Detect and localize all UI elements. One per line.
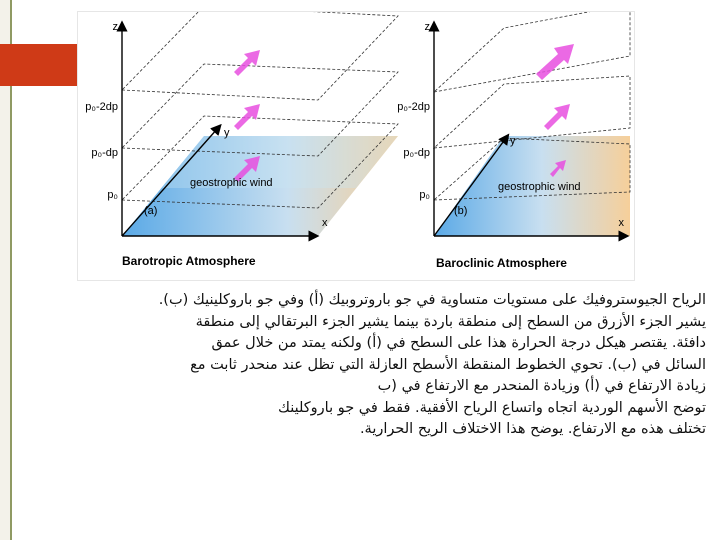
panel-b-x-label: x — [618, 217, 624, 229]
panel-b-level-low: p₀ — [419, 189, 430, 201]
panel-b-y-label: y — [510, 135, 516, 147]
atmosphere-diagram — [78, 12, 634, 280]
text-line-3: دافئة. يقتصر هيكل درجة الحرارة هذا على السطح في (أ) ولكنه يمتد من خلال عمق — [211, 335, 706, 351]
panel-b-level-top: p₀-2dp — [397, 101, 430, 113]
panel-a-y-label: y — [224, 127, 230, 139]
panel-b-z-label: z — [424, 21, 430, 33]
panel-a-caption: Barotropic Atmosphere — [122, 254, 256, 268]
text-line-2: يشير الجزء الأزرق من السطح إلى منطقة باردة بينما يشير الجزء البرتقالي إلى منطقة — [195, 313, 706, 330]
panel-b-letter: (b) — [454, 205, 468, 217]
panel-a-level-top: p₀-2dp — [85, 101, 118, 113]
panel-a-level-mid: p₀-dp — [91, 147, 118, 159]
red-accent-tab — [0, 44, 84, 86]
panel-a-arrow-top — [234, 50, 260, 76]
panel-b-arrow-top — [536, 44, 574, 80]
text-line-5: زيادة الارتفاع في (أ) وزيادة المنحدر مع الارتفاع في (ب — [377, 378, 706, 394]
panel-b-wind-label: geostrophic wind — [498, 181, 581, 193]
panel-a-letter: (a) — [144, 205, 158, 217]
panel-b-arrow-mid — [544, 104, 570, 130]
panel-b-level-mid: p₀-dp — [403, 147, 430, 159]
panel-a-plane-top — [122, 12, 398, 100]
panel-a — [85, 12, 398, 268]
text-line-4: السائل في (ب). تحوي الخطوط المنقطة الأسطح العازلة التي تظل عند منحدر ثابت مع — [190, 356, 706, 373]
panel-b-plane-top — [434, 12, 630, 92]
panel-b — [397, 12, 630, 270]
panel-a-wind-label: geostrophic wind — [190, 177, 273, 189]
atmosphere-figure — [78, 12, 634, 280]
arabic-description — [28, 290, 706, 441]
panel-a-level-low: p₀ — [107, 189, 118, 201]
text-line-6: توضح الأسهم الوردية اتجاه واتساع الرياح الأفقية. فقط في جو باروكلينك — [277, 399, 706, 416]
panel-b-caption: Baroclinic Atmosphere — [436, 256, 567, 270]
text-line-7: تختلف هذه مع الارتفاع. يوضح هذا الاختلاف الريح الحرارية. — [359, 421, 706, 437]
panel-a-x-label: x — [322, 217, 328, 229]
panel-a-z-label: z — [112, 21, 118, 33]
text-line-1: الرياح الجيوستروفيك على مستويات متساوية في جو باروتروبيك (أ) وفي جو باروكلينيك (ب). — [158, 292, 706, 308]
